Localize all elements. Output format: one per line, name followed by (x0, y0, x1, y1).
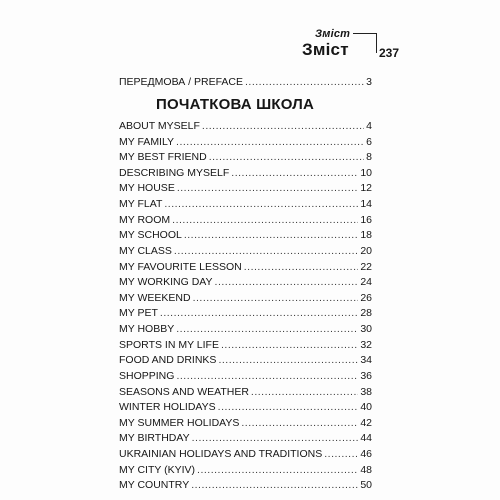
toc-entry-page: 4 (366, 120, 372, 132)
toc-entry-title: UKRAINIAN HOLIDAYS AND TRADITIONS (119, 448, 323, 460)
toc-entry-title: ПЕРЕДМОВА / PREFACE (119, 76, 244, 88)
toc-entry (119, 292, 372, 305)
toc-dot-leader (202, 120, 364, 133)
toc-entry-title: MY WEEKEND (119, 292, 191, 304)
toc-entry-title: SHOPPING (119, 370, 175, 382)
header-rule-vertical (376, 33, 377, 53)
section-heading: ПОЧАТКОВА ШКОЛА (156, 96, 315, 113)
toc-entry-page: 40 (360, 401, 372, 413)
toc-dot-leader (324, 448, 358, 461)
toc-entry (119, 479, 372, 492)
toc-entry-title: MY CLASS (119, 245, 172, 257)
toc-dot-leader (193, 292, 359, 305)
toc-entry-title: MY FAVOURITE LESSON (119, 261, 242, 273)
toc-entry (119, 339, 372, 352)
toc-entry-page: 30 (360, 323, 372, 335)
toc-entry (119, 182, 372, 195)
toc-dot-leader (221, 339, 358, 352)
toc-entry (119, 214, 372, 227)
toc-entry-page: 22 (360, 261, 372, 273)
toc-entry-page: 32 (360, 339, 372, 351)
toc-entry (119, 229, 372, 242)
toc-dot-leader (192, 432, 359, 445)
toc-entry (119, 245, 372, 258)
toc-entry (119, 417, 372, 430)
toc-dot-leader (160, 307, 358, 320)
toc-entry-page: 48 (360, 464, 372, 476)
toc-entry-title: MY BIRTHDAY (119, 432, 190, 444)
header-rule-horizontal (353, 33, 376, 34)
toc-entry-preface (119, 76, 372, 89)
toc-entry-page: 46 (360, 448, 372, 460)
toc-entry-page: 36 (360, 370, 372, 382)
toc-entry-page: 3 (366, 76, 372, 88)
toc-entry-title: FOOD AND DRINKS (119, 354, 217, 366)
toc-entry-title: DESCRIBING MYSELF (119, 167, 230, 179)
toc-entry-title: WINTER HOLIDAYS (119, 401, 216, 413)
toc-dot-leader (176, 370, 358, 383)
toc-dot-leader (244, 261, 359, 274)
toc-entry-page: 16 (360, 214, 372, 226)
toc-entry-page: 8 (366, 151, 372, 163)
toc-dot-leader (172, 214, 358, 227)
toc-dot-leader (245, 76, 364, 89)
toc-dot-leader (218, 354, 358, 367)
toc-dot-leader (251, 386, 358, 399)
toc-dot-leader (241, 417, 358, 430)
page-number: 237 (379, 46, 400, 60)
toc-entry (119, 401, 372, 414)
toc-dot-leader (177, 182, 358, 195)
toc-entry-page: 12 (360, 182, 372, 194)
toc-entry-title: MY CITY (KYIV) (119, 464, 196, 476)
toc-entry (119, 307, 372, 320)
toc-dot-leader (218, 401, 359, 414)
toc-entry-page: 34 (360, 354, 372, 366)
toc-entry-title: MY WORKING DAY (119, 276, 213, 288)
toc-entry-page: 44 (360, 432, 372, 444)
toc-entry-title: MY FLAT (119, 198, 163, 210)
toc-entry-title: MY SUMMER HOLIDAYS (119, 417, 240, 429)
toc-entry-page: 24 (360, 276, 372, 288)
toc-dot-leader (231, 167, 358, 180)
toc-entry (119, 198, 372, 211)
toc-entry-page: 42 (360, 417, 372, 429)
toc-entry-page: 38 (360, 386, 372, 398)
toc-dot-leader (184, 229, 358, 242)
toc-dot-leader (191, 479, 358, 492)
toc-entry-page: 14 (360, 198, 372, 210)
toc-entry (119, 261, 372, 274)
toc-entry-title: MY HOUSE (119, 182, 175, 194)
toc-entry-page: 18 (360, 229, 372, 241)
toc-entry-page: 26 (360, 292, 372, 304)
toc-dot-leader (176, 136, 364, 149)
toc-entry (119, 167, 372, 180)
toc-entry-title: MY PET (119, 307, 158, 319)
toc-entry-title: MY HOBBY (119, 323, 175, 335)
toc-entry-title: MY SCHOOL (119, 229, 182, 241)
toc-entry-title: SPORTS IN MY LIFE (119, 339, 219, 351)
toc-entry (119, 448, 372, 461)
toc-dot-leader (164, 198, 358, 211)
toc-entry-title: MY FAMILY (119, 136, 175, 148)
toc-entry-page: 10 (360, 167, 372, 179)
toc-entry-page: 50 (360, 479, 372, 491)
toc-entry (119, 386, 372, 399)
toc-entry-title: MY COUNTRY (119, 479, 190, 491)
toc-dot-leader (176, 323, 358, 336)
toc-dot-leader (209, 151, 364, 164)
toc-entry-page: 28 (360, 307, 372, 319)
toc-dot-leader (174, 245, 358, 258)
toc-entry (119, 323, 372, 336)
toc-entry (119, 370, 372, 383)
toc-entry-page: 6 (366, 136, 372, 148)
page-title: Зміст (302, 40, 349, 59)
toc-entry (119, 464, 372, 477)
running-header: Зміст (315, 28, 351, 40)
toc-entry (119, 432, 372, 445)
toc-entry-title: MY ROOM (119, 214, 171, 226)
toc-entry-title: MY BEST FRIEND (119, 151, 207, 163)
toc-entry (119, 276, 372, 289)
toc-entry (119, 151, 372, 164)
toc-dot-leader (197, 464, 358, 477)
toc-entry-title: SEASONS AND WEATHER (119, 386, 249, 398)
toc-entry-title: ABOUT MYSELF (119, 120, 200, 132)
toc-entry-page: 20 (360, 245, 372, 257)
toc-entry (119, 120, 372, 133)
toc-entry (119, 354, 372, 367)
toc-entry (119, 136, 372, 149)
toc-dot-leader (215, 276, 359, 289)
